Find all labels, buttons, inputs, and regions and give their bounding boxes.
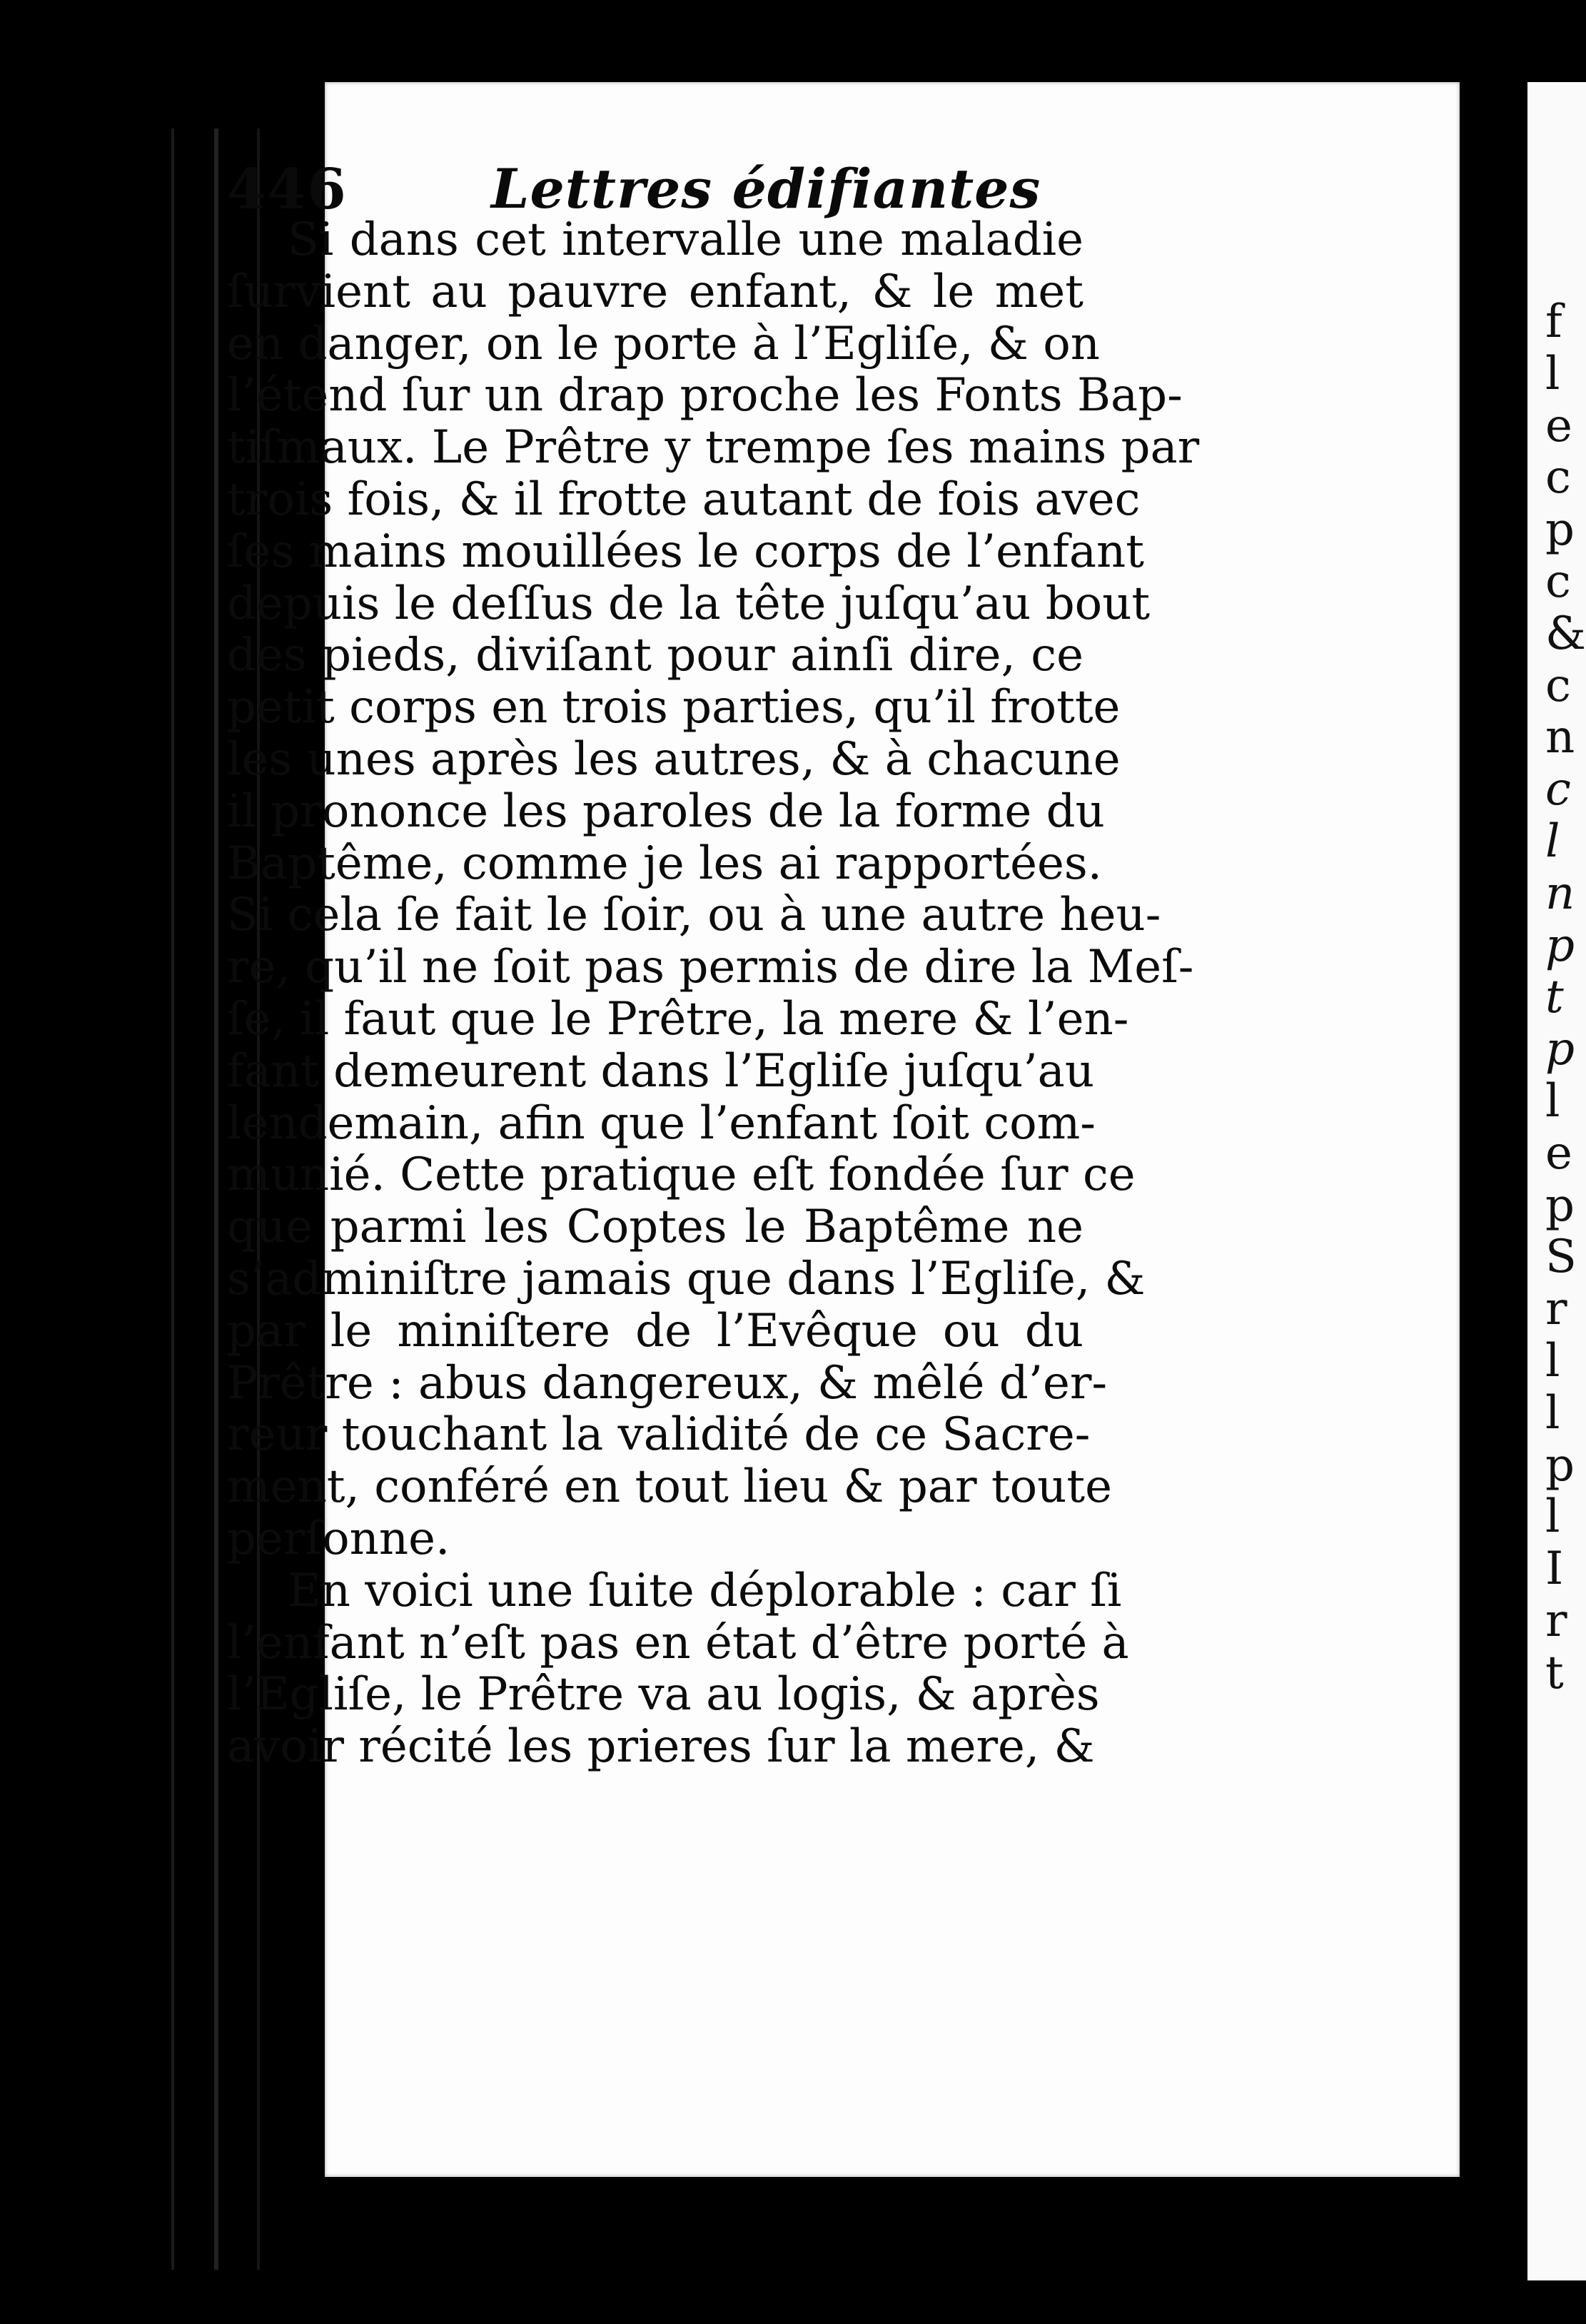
text-line: re, qu’il ne ſoit pas permis de dire la Meſ- bbox=[227, 941, 1194, 994]
facing-page-fragment: p bbox=[1545, 919, 1575, 972]
text-line: lendemain, afin que l’enfant ſoit com- bbox=[227, 1096, 1096, 1150]
body-text bbox=[227, 213, 1200, 1774]
facing-page-fragment: p bbox=[1545, 1178, 1575, 1232]
text-line: Prêtre : abus dangereux, & mêlé d’er- bbox=[227, 1356, 1108, 1410]
facing-page-fragment: S bbox=[1545, 1231, 1577, 1284]
facing-page-fragment: p bbox=[1545, 503, 1575, 557]
facing-page-fragment: t bbox=[1545, 1646, 1564, 1699]
facing-page-fragment: r bbox=[1545, 1283, 1567, 1336]
facing-page-fragment: l bbox=[1545, 347, 1560, 400]
text-line: ſes mains mouillées le corps de l’enfant bbox=[227, 525, 1144, 578]
page-number: 446 bbox=[227, 157, 348, 222]
facing-page-fragment: c bbox=[1545, 763, 1571, 817]
running-title: Lettres édifiantes bbox=[491, 157, 1041, 221]
facing-page-fragment: c bbox=[1545, 659, 1571, 712]
text-line: Si dans cet intervalle une maladie bbox=[288, 213, 1084, 266]
text-line: Si cela ſe fait le ſoir, ou à une autre heu- bbox=[227, 889, 1161, 942]
text-line: tiſmaux. Le Prêtre y trempe ſes mains par bbox=[227, 421, 1200, 475]
text-line: l’Egliſe, le Prêtre va au logis, & après bbox=[227, 1668, 1100, 1722]
facing-page-fragment: c bbox=[1545, 451, 1571, 505]
facing-page-fragment: l bbox=[1545, 1335, 1560, 1388]
text-line: avoir récité les prieres ſur la mere, & bbox=[227, 1720, 1095, 1774]
facing-page-fragment: l bbox=[1545, 1386, 1560, 1440]
facing-page-fragment: e bbox=[1545, 1126, 1572, 1180]
text-line: s’adminiſtre jamais que dans l’Egliſe, & bbox=[227, 1252, 1146, 1305]
text-line: petit corps en trois parties, qu’il frotte bbox=[227, 681, 1121, 734]
facing-page-fragment: & bbox=[1545, 607, 1586, 660]
text-line: les unes après les autres, & à chacune bbox=[227, 732, 1121, 786]
text-line: en danger, on le porte à l’Egliſe, & on bbox=[227, 317, 1100, 370]
text-line: perſonne. bbox=[227, 1512, 450, 1565]
text-line: des pieds, diviſant pour ainſi dire, ce bbox=[227, 629, 1084, 682]
facing-page-fragment: l bbox=[1545, 1490, 1560, 1544]
text-line: que parmi les Coptes le Baptême ne bbox=[227, 1201, 1084, 1254]
text-line: par le miniſtere de l’Evêque ou du bbox=[227, 1304, 1084, 1358]
text-line: munié. Cette pratique eſt fondée ſur ce bbox=[227, 1148, 1136, 1202]
text-line: l’étend ſur un drap proche les Fonts Bap- bbox=[227, 369, 1183, 423]
facing-page-fragment: n bbox=[1545, 711, 1575, 764]
text-line: trois fois, & il frotte autant de fois avec bbox=[227, 473, 1141, 526]
facing-page-fragment: n bbox=[1545, 867, 1575, 920]
text-line: reur touchant la validité de ce Sacre- bbox=[227, 1408, 1091, 1462]
page-gutter bbox=[1470, 82, 1527, 2280]
facing-page-fragment: c bbox=[1545, 555, 1571, 608]
facing-page-fragment: I bbox=[1545, 1542, 1564, 1596]
text-line: ment, conféré en tout lieu & par toute bbox=[227, 1460, 1112, 1514]
facing-page-fragment: p bbox=[1545, 1023, 1575, 1076]
text-line: Baptême, comme je les ai rapportées. bbox=[227, 837, 1102, 890]
facing-page-fragment: r bbox=[1545, 1595, 1567, 1647]
text-line: il prononce les paroles de la forme du bbox=[227, 784, 1105, 838]
facing-page-fragment: p bbox=[1545, 1438, 1575, 1492]
facing-page-fragment: t bbox=[1545, 971, 1564, 1024]
facing-page-fragment: l bbox=[1545, 1075, 1560, 1128]
text-line: fant demeurent dans l’Egliſe juſqu’au bbox=[227, 1044, 1095, 1098]
facing-page-fragment: e bbox=[1545, 399, 1572, 453]
text-line: En voici une ſuite déplorable : car ſi bbox=[288, 1564, 1122, 1617]
text-line: ſurvient au pauvre enfant, & le met bbox=[227, 265, 1084, 318]
facing-page-fragment: f bbox=[1545, 295, 1562, 348]
text-line: l’enfant n’eſt pas en état d’être porté à bbox=[227, 1616, 1129, 1669]
text-line: ſe, il faut que le Prêtre, la mere & l’en- bbox=[227, 992, 1129, 1046]
facing-page-fragment: l bbox=[1545, 815, 1560, 868]
text-line: depuis le deſſus de la tête juſqu’au bout bbox=[227, 577, 1151, 630]
